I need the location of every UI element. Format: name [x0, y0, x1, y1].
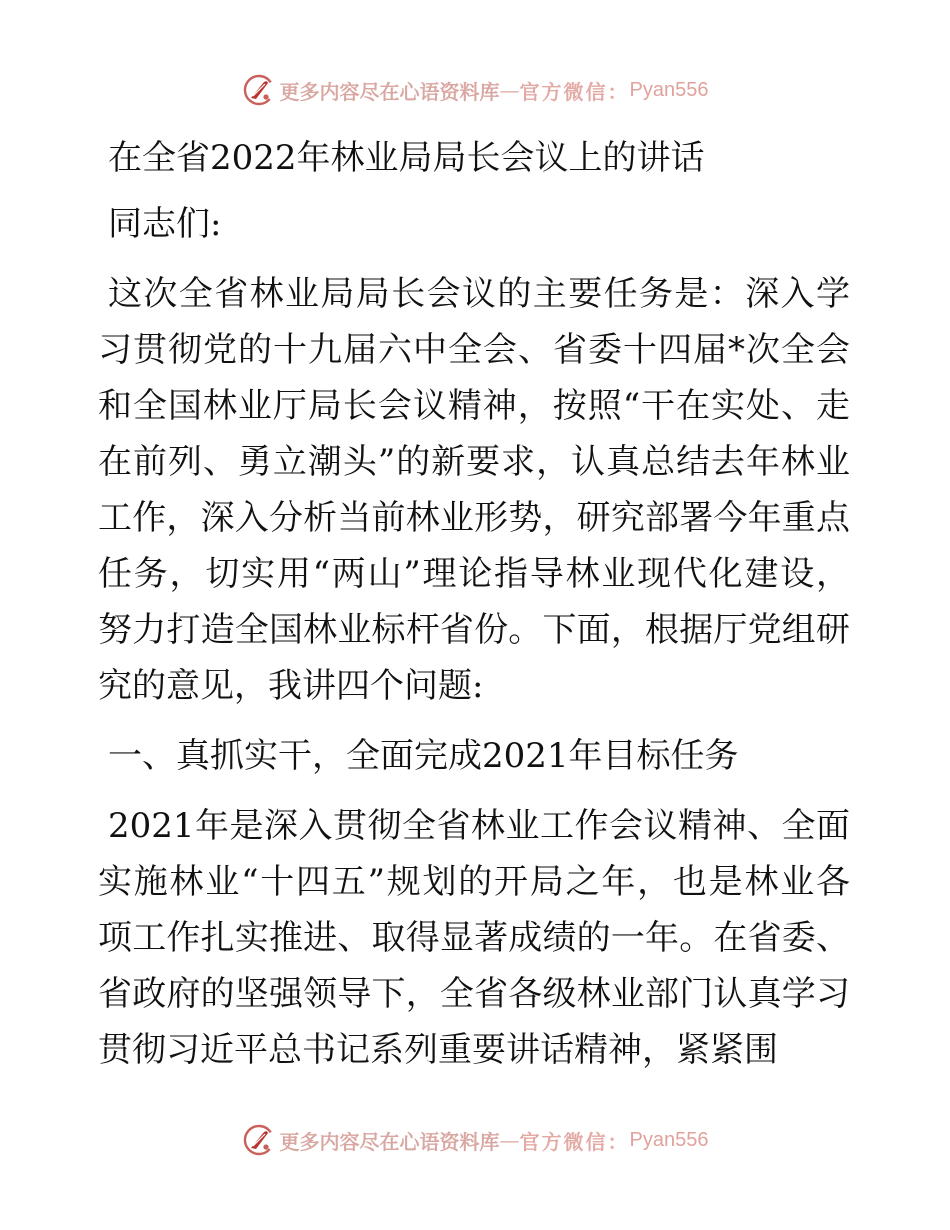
- paragraph-line: 贯彻习近平总书记系列重要讲话精神，紧紧围: [98, 1030, 778, 1070]
- document-body: [98, 122, 850, 1092]
- section-heading-1: 一、真抓实干，全面完成2021年目标任务: [108, 736, 739, 776]
- paragraph-line: 在前列、勇立潮头”的新要求，认真总结去年林业: [98, 442, 850, 482]
- watermark-separator: —: [499, 1128, 520, 1152]
- paragraph-line: 工作，深入分析当前林业形势，研究部署今年重点: [98, 498, 850, 538]
- watermark-main-text: 更多内容尽在心语资料库: [279, 79, 500, 104]
- watermark-wechat-label: 官方微信：: [519, 1129, 630, 1154]
- document-title: 在全省2022年林业局局长会议上的讲话: [108, 138, 705, 178]
- watermark-wechat-label: 官方微信：: [519, 79, 630, 104]
- watermark-main-text: 更多内容尽在心语资料库: [279, 1129, 500, 1154]
- paragraph-line: 这次全省林业局局长会议的主要任务是：深入学: [108, 274, 850, 314]
- watermark-wechat-id: Pyan556: [629, 78, 709, 101]
- paragraph-section-1: [98, 798, 850, 1078]
- watermark-footer: [0, 1120, 950, 1160]
- paragraph-intro: [98, 266, 850, 714]
- paragraph-line: 省政府的坚强领导下，全省各级林业部门认真学习: [98, 974, 850, 1014]
- quill-logo-icon: [242, 73, 276, 107]
- paragraph-line: 究的意见，我讲四个问题:: [98, 666, 484, 706]
- watermark-wechat-id: Pyan556: [629, 1128, 709, 1151]
- paragraph-line: 实施林业“十四五”规划的开局之年，也是林业各: [98, 862, 850, 902]
- paragraph-line: 2021年是深入贯彻全省林业工作会议精神、全面: [108, 806, 850, 846]
- watermark-separator: —: [499, 78, 520, 102]
- paragraph-line: 项工作扎实推进、取得显著成绩的一年。在省委、: [98, 918, 850, 958]
- watermark-header: [0, 70, 950, 110]
- paragraph-line: 任务，切实用“两山”理论指导林业现代化建设，: [98, 554, 850, 594]
- quill-logo-icon: [242, 1123, 276, 1157]
- paragraph-line: 和全国林业厅局长会议精神，按照“干在实处、走: [98, 386, 850, 426]
- salutation: 同志们:: [108, 204, 222, 244]
- paragraph-line: 努力打造全国林业标杆省份。下面，根据厅党组研: [98, 610, 850, 650]
- paragraph-line: 习贯彻党的十九届六中全会、省委十四届*次全会: [98, 330, 850, 370]
